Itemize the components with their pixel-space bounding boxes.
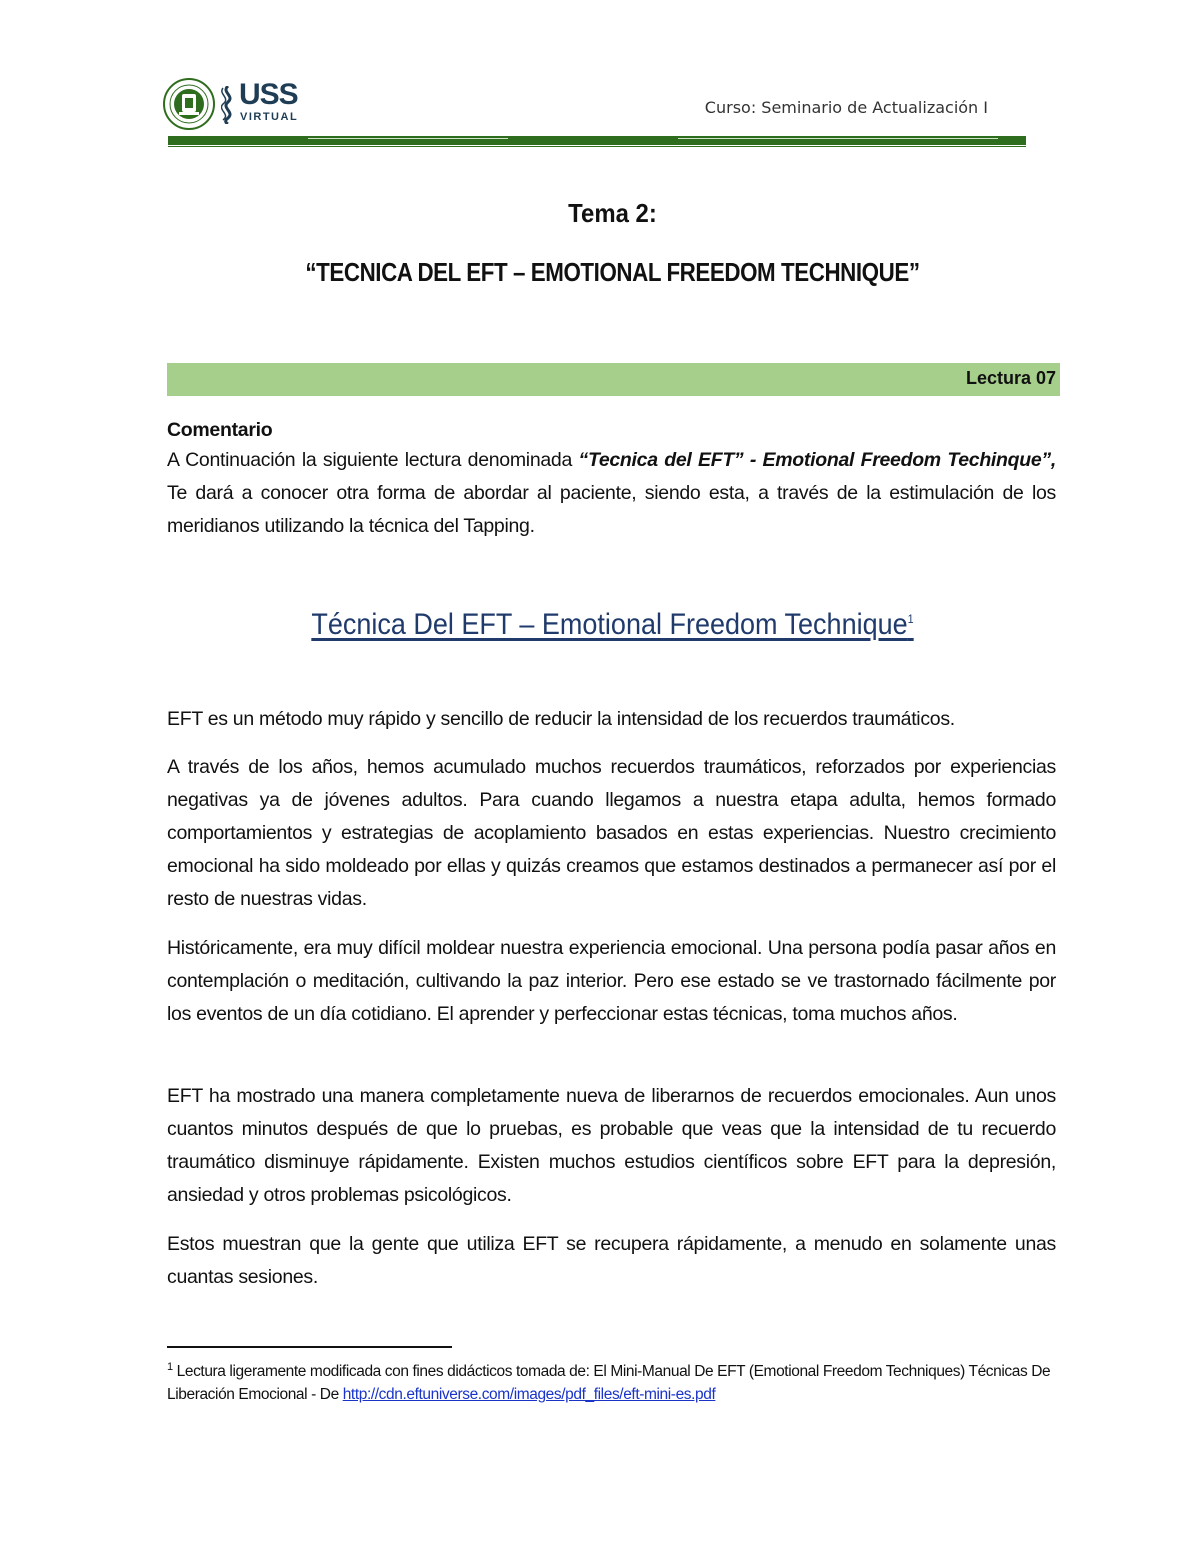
comment-heading: Comentario xyxy=(167,419,273,441)
footnote-reference: 1 xyxy=(907,612,914,626)
paragraph: A través de los años, hemos acumulado muchos recuerdos traumáticos, reforzados por experiencias negativas ya de jóvenes adultos. Para cuando llegamos a nuestra etapa adulta, hemos formado comportamientos y estrategias de acoplamiento basados en estas experiencias. Nuestro crecimiento emocional ha sido moldeado por ellas y quizás creamos que estamos destinados a permanecer así por el resto de nuestras vidas. xyxy=(167,756,1056,910)
footnote-mark: 1 xyxy=(167,1361,173,1373)
header-divider xyxy=(168,136,1026,148)
comment-intro: A Continuación la siguiente lectura denominada xyxy=(167,449,579,471)
comment-italic-title: “Tecnica del EFT” - Emotional Freedom Techinque”, xyxy=(578,449,1056,471)
uss-virtual-logo xyxy=(163,78,298,130)
comment-rest: Te dará a conocer otra forma de abordar al paciente, siendo esta, a través de la estimulación de los meridianos utilizando la técnica del Tapping. xyxy=(167,482,1056,537)
paragraph: EFT es un método muy rápido y sencillo de reducir la intensidad de los recuerdos traumáticos. xyxy=(167,708,955,730)
footnote-separator xyxy=(167,1346,452,1348)
paragraph: Estos muestran que la gente que utiliza EFT se recupera rápidamente, a menudo en solamente unas cuantas sesiones. xyxy=(167,1233,1056,1288)
topic-title: Tema 2: xyxy=(568,198,657,228)
footnote xyxy=(167,1356,1056,1406)
reading-band xyxy=(167,363,1060,396)
section-title-text: Técnica Del EFT – Emotional Freedom Technique xyxy=(311,608,908,641)
paragraph: Históricamente, era muy difícil moldear nuestra experiencia emocional. Una persona podía pasar años en contemplación o meditación, cultivando la paz interior. Pero ese estado se ve trastornado fácilmente por los eventos de un día cotidiano. El aprender y perfeccionar estas técnicas, toma muchos años. xyxy=(167,937,1056,1025)
brand-name: USS xyxy=(239,78,298,111)
section-title xyxy=(61,608,1164,642)
topic-subtitle: “TECNICA DEL EFT – EMOTIONAL FREEDOM TECHNIQUE” xyxy=(305,257,920,287)
university-seal-icon xyxy=(163,78,215,130)
footnote-link[interactable]: http://cdn.eftuniverse.com/images/pdf_files/eft-mini-es.pdf xyxy=(342,1386,716,1404)
course-name: Curso: Seminario de Actualización I xyxy=(704,98,988,117)
paragraph: EFT ha mostrado una manera completamente nueva de liberarnos de recuerdos emocionales. Aun unos cuantos minutos después de que lo pruebas, es probable que veas que la intensidad de tu recuerdo traumático disminuye rápidamente. Existen muchos estudios científicos sobre EFT para la depresión, ansiedad y otros problemas psicológicos. xyxy=(167,1085,1056,1206)
brand-stripes-icon xyxy=(221,86,235,124)
footnote-text: Lectura ligeramente modificada con fines didácticos tomada de: El Mini-Manual De EFT (Emotional Freedom Techniques) Técnicas De Liberación Emocional - De xyxy=(167,1363,1051,1404)
brand-subtitle: VIRTUAL xyxy=(240,111,299,123)
reading-label: Lectura 07 xyxy=(965,368,1056,388)
comment-text xyxy=(167,444,1056,543)
